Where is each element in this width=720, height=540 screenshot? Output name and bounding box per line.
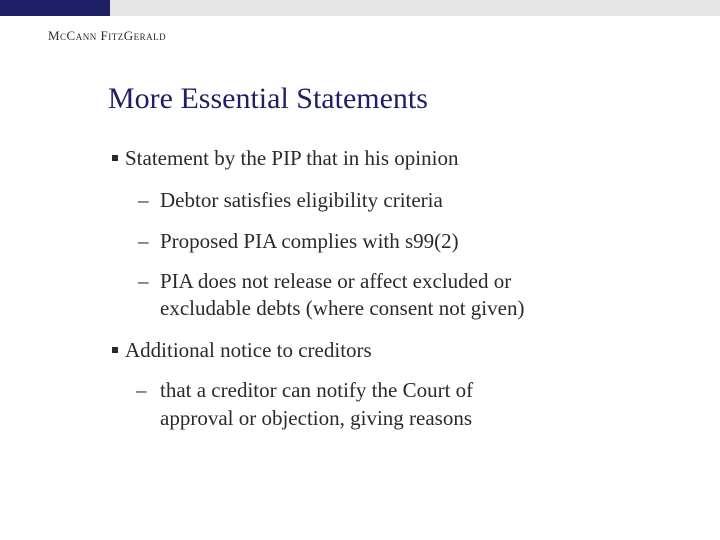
bullet-marker — [112, 155, 118, 161]
dash-marker: – — [138, 188, 149, 212]
dash-marker: – — [138, 269, 149, 293]
subitem-text: Debtor satisfies eligibility criteria — [160, 188, 443, 212]
subitem-text: PIA does not release or affect excluded or — [160, 269, 512, 293]
dash-marker: – — [138, 229, 149, 253]
subitem-text-continued: excludable debts (where consent not given) — [160, 296, 525, 320]
subitem-text: Proposed PIA complies with s99(2) — [160, 229, 459, 253]
bullet-item-text: Additional notice to creditors — [125, 338, 372, 362]
subitem-text-continued: approval or objection, giving reasons — [160, 406, 473, 430]
bullet-item-text: Statement by the PIP that in his opinion — [125, 146, 459, 170]
slide-title: More Essential Statements — [108, 82, 428, 115]
subitem-text: that a creditor can notify the Court of — [160, 378, 474, 402]
bullet-marker — [112, 347, 118, 353]
dash-marker: – — [136, 378, 147, 402]
company-logo: McCann FitzGerald — [48, 28, 167, 43]
